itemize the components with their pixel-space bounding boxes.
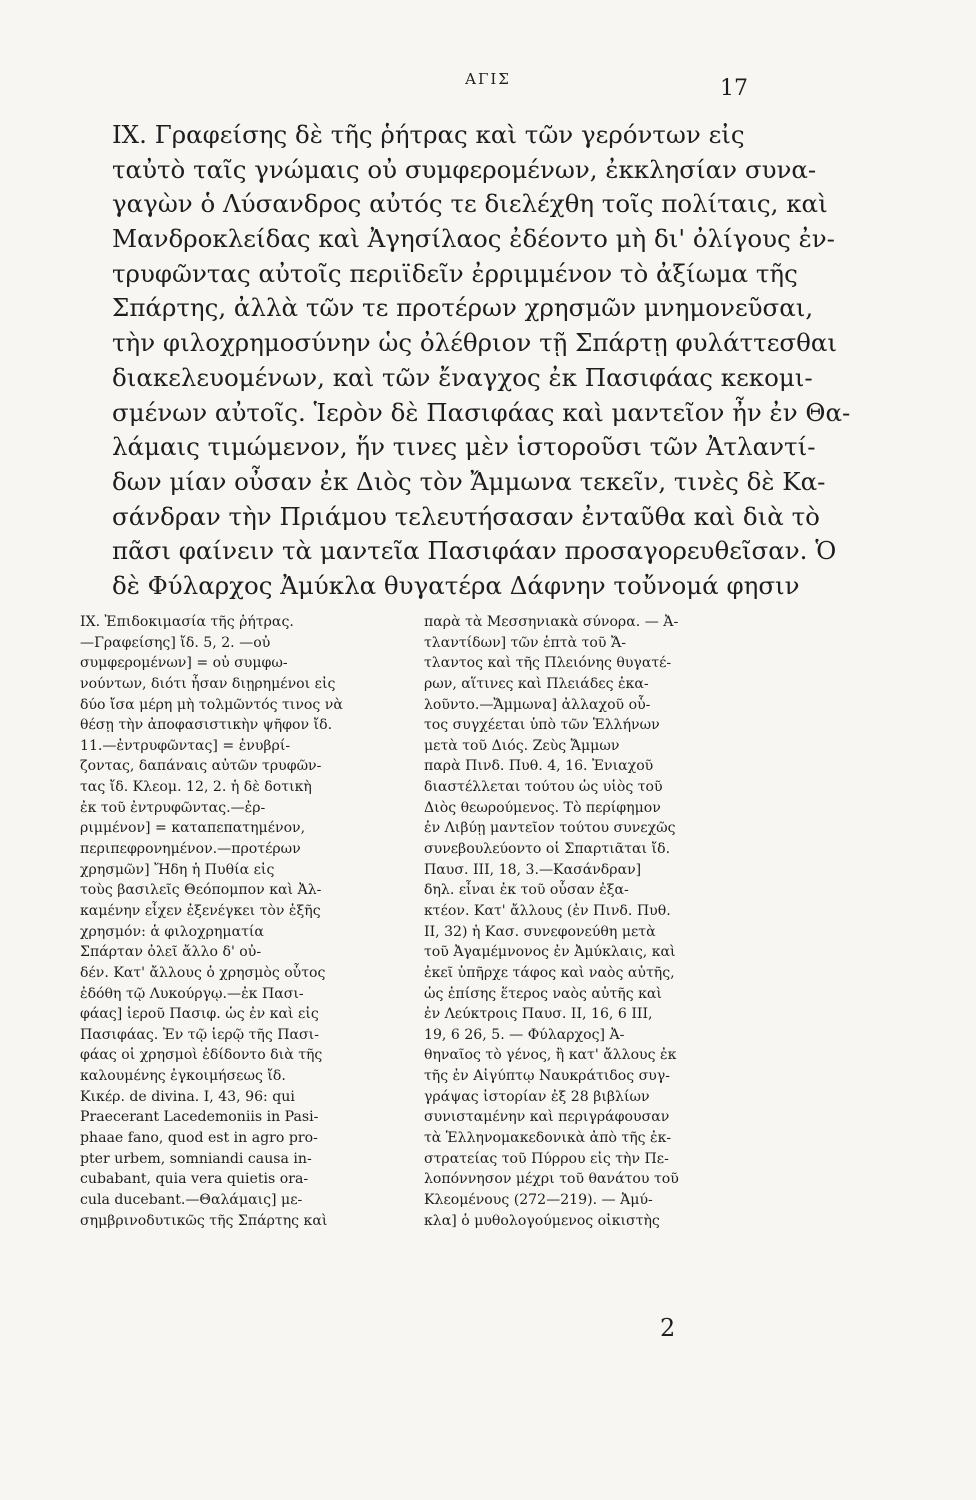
- text-line: λάμαις τιμώμενον, ἥν τινες μὲν ἱστοροῦσι τῶν Ἀτλαντί-: [112, 432, 816, 462]
- page-number: 17: [720, 76, 748, 101]
- text-line: Σπάρτης, ἀλλὰ τῶν τε προτέρων χρησμῶν μνημονεῦσαι,: [112, 293, 814, 323]
- footnote-line: ἐδόθη τῷ Λυκούργῳ.—ἐκ Πασι-: [80, 985, 304, 1002]
- footnote-line: ἐκ τοῦ ἐντρυφῶντας.—ἐρ-: [80, 799, 266, 816]
- footnote-line: ἐκεῖ ὑπῆρχε τάφος καὶ ναὸς αὐτῆς,: [424, 964, 675, 981]
- text-line: σμένων αὐτοῖς. Ἱερὸν δὲ Πασιφάας καὶ μαντεῖον ἦν ἐν Θα-: [112, 397, 851, 427]
- footnote-line: σημβρινοδυτικῶς τῆς Σπάρτης καὶ: [80, 1212, 328, 1229]
- footnote-line: τας ἴδ. Κλεομ. 12, 2. ἡ δὲ δοτικὴ: [80, 779, 312, 796]
- footnote-line: λοῦντο.—Ἄμμωνα] ἀλλαχοῦ οὗ-: [424, 696, 651, 713]
- footnote-line: ζοντας, δαπάναις αὐτῶν τρυφῶν-: [80, 758, 322, 775]
- footnote-line: δέν. Κατ' ἄλλους ὁ χρησμὸς οὗτος: [80, 964, 326, 981]
- footnote-line: cula ducebant.—Θαλάμαις] με-: [80, 1191, 303, 1208]
- footnote-line: καλουμένης ἐγκοιμήσεως ἴδ.: [80, 1068, 286, 1085]
- signature-mark: 2: [660, 1314, 676, 1342]
- text-line: τὴν φιλοχρημοσύνην ὡς ὀλέθριον τῇ Σπάρτῃ φυλάττεσθαι: [112, 328, 838, 358]
- text-line: ΙΧ. Γραφείσης δὲ τῆς ῥήτρας καὶ τῶν γερόντων εἰς: [112, 120, 745, 149]
- footnote-line: cubabant, quia vera quietis ora-: [80, 1171, 309, 1188]
- footnote-line: νούντων, διότι ἦσαν διῃρημένοι εἰς: [80, 675, 336, 692]
- footnote-line: τοὺς βασιλεῖς Θεόπομπον καὶ Ἀλ-: [80, 882, 322, 899]
- text-line: σάνδραν τὴν Πριάμου τελευτήσασαν ἐνταῦθα καὶ διὰ τὸ: [112, 501, 820, 531]
- footnote-line: ἐν Λεύκτροις Παυσ. II, 16, 6 III,: [424, 1006, 653, 1023]
- footnote-line: Διὸς θεωρούμενος. Τὸ περίφημον: [424, 799, 661, 816]
- footnote-line: δύο ἴσα μέρη μὴ τολμῶντός τινος νὰ: [80, 696, 343, 713]
- text-line: γαγὼν ὁ Λύσανδρος αὐτός τε διελέχθη τοῖς πολίταις, καὶ: [112, 189, 828, 219]
- footnote-line: περιπεφρονημένον.—προτέρων: [80, 841, 301, 858]
- text-line: ταὐτὸ ταῖς γνώμαις οὐ συμφερομένων, ἐκκλησίαν συνα-: [112, 154, 817, 184]
- footnote-line: τῆς ἐν Αἰγύπτῳ Ναυκράτιδος συγ-: [424, 1068, 671, 1085]
- main-text: [112, 118, 851, 604]
- footnote-line: —Γραφείσης] ἴδ. 5, 2. —οὐ: [80, 634, 271, 651]
- footnote-line: διαστέλλεται τούτου ὡς υἱὸς τοῦ: [424, 779, 663, 796]
- footnote-line: παρὰ Πινδ. Πυθ. 4, 16. Ἐνιαχοῦ: [424, 758, 654, 775]
- footnote-line: τος συγχέεται ὑπὸ τῶν Ἑλλήνων: [424, 717, 660, 734]
- footnote-line: ρων, αἵτινες καὶ Πλειάδες ἐκα-: [424, 675, 649, 692]
- footnote-line: Praecerant Lacedemoniis in Pasi-: [80, 1109, 319, 1126]
- footnote-line: Σπάρταν ὀλεῖ ἄλλο δ' οὐ-: [80, 944, 262, 961]
- footnote-line: χρησμῶν] Ἤδη ἡ Πυθία εἰς: [80, 861, 275, 878]
- text-line: Μανδροκλείδας καὶ Ἀγησίλαος ἐδέοντο μὴ δι' ὀλίγους ἐν-: [112, 224, 835, 254]
- footnote-line: τλαντίδων] τῶν ἑπτὰ τοῦ Ἄ-: [424, 634, 627, 651]
- footnote-line: συνισταμένην καὶ περιγράφουσαν: [424, 1109, 670, 1126]
- text-line: πᾶσι φαίνειν τὰ μαντεῖα Πασιφάαν προσαγορευθεῖσαν. Ὁ: [112, 536, 837, 566]
- text-line: τρυφῶντας αὐτοῖς περιϊδεῖν ἐρριμμένον τὸ ἀξίωμα τῆς: [112, 258, 798, 288]
- footnote-line: ἐν Λιβύῃ μαντεῖον τούτου συνεχῶς: [424, 820, 676, 837]
- footnote-line: στρατείας τοῦ Πύρρου εἰς τὴν Πε-: [424, 1150, 669, 1167]
- text-line: διακελευομένων, καὶ τῶν ἔναγχος ἐκ Πασιφάας κεκομι-: [112, 362, 813, 392]
- footnote-line: Κικέρ. de divina. I, 43, 96: qui: [80, 1088, 295, 1105]
- footnote-line: θηναῖος τὸ γένος, ἢ κατ' ἄλλους ἐκ: [424, 1047, 677, 1064]
- footnote-line: κλα] ὁ μυθολογούμενος οἰκιστὴς: [424, 1212, 660, 1229]
- footnote-line: ριμμένον] = καταπεπατημένον,: [80, 820, 306, 837]
- footnote-line: Πασιφάας. Ἐν τῷ ἱερῷ τῆς Πασι-: [80, 1026, 319, 1043]
- footnote-line: Κλεομένους (272—219). — Ἀμύ-: [424, 1191, 653, 1208]
- footnote-line: κτέον. Κατ' ἄλλους (ἐν Πινδ. Πυθ.: [424, 902, 671, 919]
- footnote-line: 19, 6 26, 5. — Φύλαρχος] Ἀ-: [424, 1026, 625, 1043]
- footnote-line: 11.—ἐντρυφῶντας] = ἐνυβρί-: [80, 737, 291, 754]
- running-title: ΑΓΙΣ: [465, 70, 511, 88]
- footnote-line: τὰ Ἑλληνομακεδονικὰ ἀπὸ τῆς ἐκ-: [424, 1130, 672, 1147]
- footnote-line: χρησμόν: ἁ φιλοχρηματία: [80, 923, 264, 940]
- text-line: δων μίαν οὖσαν ἐκ Διὸς τὸν Ἄμμωνα τεκεῖν, τινὲς δὲ Κα-: [112, 466, 826, 496]
- footnote-line: συμφερομένων] = οὐ συμφω-: [80, 655, 288, 672]
- footnote-line: ΙΧ. Ἐπιδοκιμασία τῆς ῥήτρας.: [80, 614, 294, 630]
- footnote-line: pter urbem, somniandi causa in-: [80, 1150, 312, 1167]
- footnote-line: λοπόννησον μέχρι τοῦ θανάτου τοῦ: [424, 1171, 679, 1188]
- footnote-line: γράψας ἱστορίαν ἐξ 28 βιβλίων: [424, 1088, 650, 1105]
- footnotes-left-column: [80, 612, 398, 1231]
- footnote-line: μετὰ τοῦ Διός. Ζεὺς Ἄμμων: [424, 737, 620, 754]
- footnote-line: Παυσ. III, 18, 3.—Κασάνδραν]: [424, 861, 642, 878]
- footnote-line: παρὰ τὰ Μεσσηνιακὰ σύνορα. — Ἀ-: [424, 614, 679, 630]
- footnote-line: τοῦ Ἀγαμέμνονος ἐν Ἀμύκλαις, καὶ: [424, 944, 676, 961]
- footnote-line: θέσῃ τὴν ἀποφασιστικὴν ψῆφον ἴδ.: [80, 717, 333, 734]
- footnote-line: φάας] ἱεροῦ Πασιφ. ὡς ἐν καὶ εἰς: [80, 1006, 319, 1023]
- footnote-line: II, 32) ἡ Κασ. συνεφονεύθη μετὰ: [424, 923, 656, 940]
- footnote-line: phaae fano, quod est in agro pro-: [80, 1130, 318, 1147]
- footnote-line: φάας οἱ χρησμοὶ ἐδίδοντο διὰ τῆς: [80, 1047, 323, 1064]
- footnotes-right-column: [424, 612, 744, 1231]
- text-line: δὲ Φύλαρχος Ἀμύκλα θυγατέρα Δάφνην τοὔνομά φησιν: [112, 570, 800, 600]
- footnote-line: δηλ. εἶναι ἐκ τοῦ οὖσαν ἐξα-: [424, 882, 629, 899]
- footnote-line: συνεβουλεύοντο οἱ Σπαρτιᾶται ἴδ.: [424, 841, 671, 858]
- footnote-line: ὡς ἐπίσης ἕτερος ναὸς αὐτῆς καὶ: [424, 985, 662, 1002]
- footnote-line: καμένην εἶχεν ἐξενέγκει τὸν ἑξῆς: [80, 902, 321, 919]
- footnote-line: τλαντος καὶ τῆς Πλειόνης θυγατέ-: [424, 655, 672, 672]
